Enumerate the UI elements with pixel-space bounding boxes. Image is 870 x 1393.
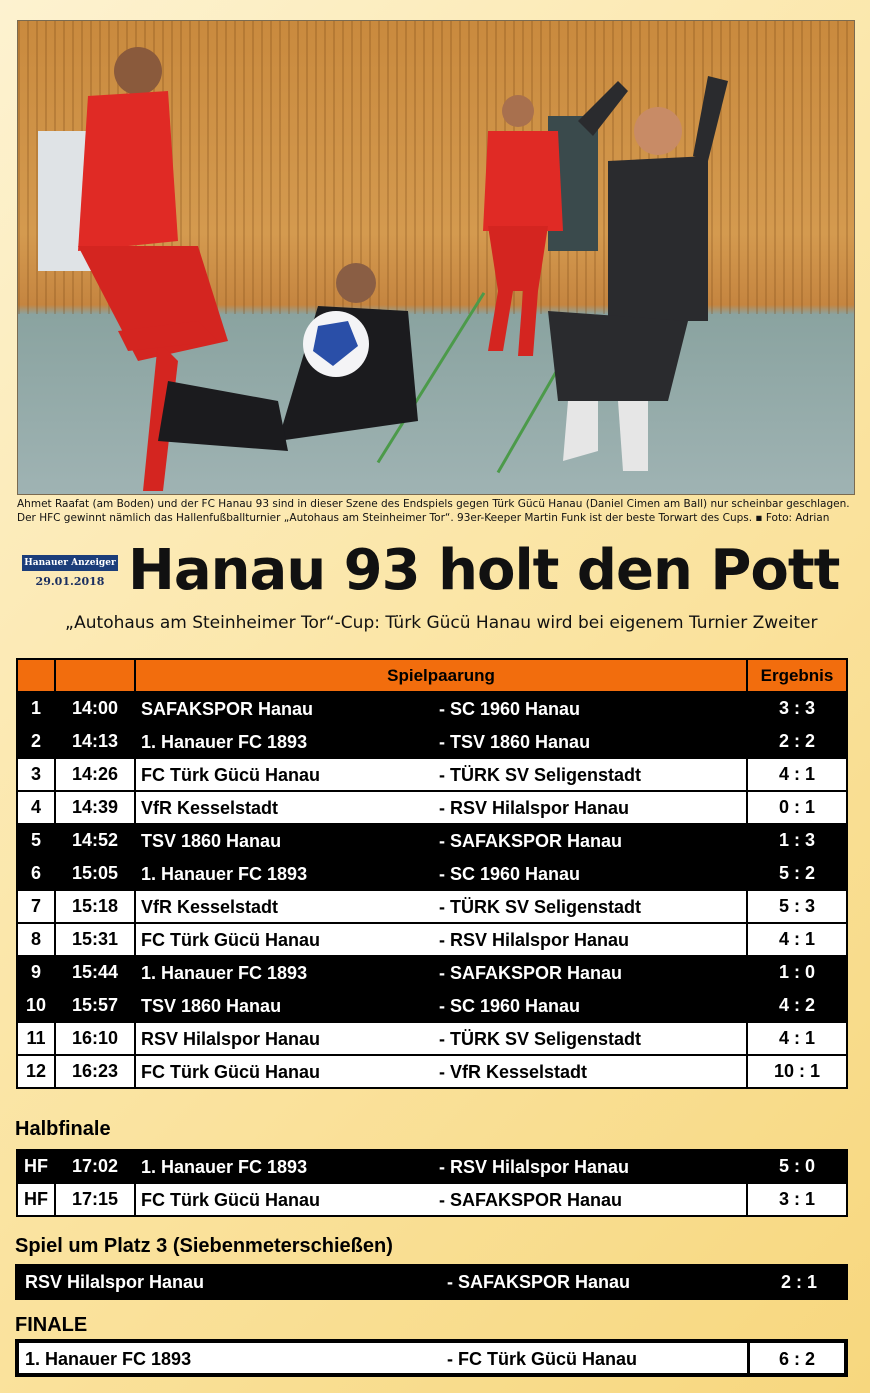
match-result: 2 : 1 — [780, 1272, 818, 1292]
away-team: - SAFAKSPOR Hanau — [447, 1272, 631, 1292]
away-team: - RSV Hilalspor Hanau — [439, 798, 630, 818]
table-row — [17, 1183, 847, 1216]
header-nr — [17, 659, 55, 692]
match-time: 16:23 — [55, 1055, 135, 1088]
match-nr: 5 — [17, 824, 55, 857]
home-team: FC Türk Gücü Hanau — [141, 1062, 321, 1082]
match-nr: 11 — [17, 1022, 55, 1055]
match-nr: 8 — [17, 923, 55, 956]
home-team: 1. Hanauer FC 1893 — [141, 963, 308, 983]
table-row — [17, 923, 847, 956]
match-result: 4 : 1 — [747, 758, 847, 791]
match-nr: 10 — [17, 989, 55, 1022]
home-team: FC Türk Gücü Hanau — [141, 765, 321, 785]
home-team: FC Türk Gücü Hanau — [141, 1190, 321, 1210]
match-time: 14:00 — [55, 692, 135, 725]
match-time: 15:31 — [55, 923, 135, 956]
home-team: TSV 1860 Hanau — [141, 831, 282, 851]
away-team: - SC 1960 Hanau — [439, 864, 581, 884]
home-team: TSV 1860 Hanau — [141, 996, 282, 1016]
match-result: 10 : 1 — [747, 1055, 847, 1088]
match-nr: 4 — [17, 791, 55, 824]
match-result: 0 : 1 — [747, 791, 847, 824]
match-nr: HF — [17, 1150, 55, 1183]
table-header — [17, 659, 847, 692]
semifinal-table — [16, 1149, 848, 1217]
away-team: - TÜRK SV Seligenstadt — [439, 1029, 642, 1049]
table-row — [17, 989, 847, 1022]
table-row — [17, 1055, 847, 1088]
match-nr: 1 — [17, 692, 55, 725]
third-place-title: Spiel um Platz 3 (Siebenmeterschießen) — [15, 1235, 393, 1257]
third-place-row — [15, 1264, 848, 1300]
home-team: RSV Hilalspor Hanau — [25, 1272, 205, 1292]
match-photo — [17, 20, 855, 495]
match-result: 4 : 1 — [747, 1022, 847, 1055]
newspaper-date: 29.01.2018 — [35, 575, 105, 588]
away-team: - TÜRK SV Seligenstadt — [439, 897, 642, 917]
match-nr: 12 — [17, 1055, 55, 1088]
away-team: - VfR Kesselstadt — [439, 1062, 588, 1082]
match-time: 14:52 — [55, 824, 135, 857]
home-team: VfR Kesselstadt — [141, 897, 279, 917]
match-time: 16:10 — [55, 1022, 135, 1055]
home-team: RSV Hilalspor Hanau — [141, 1029, 321, 1049]
away-team: - SAFAKSPOR Hanau — [439, 963, 623, 983]
subheadline: „Autohaus am Steinheimer Tor“-Cup: Türk Gücü Hanau wird bei eigenem Turnier Zweiter — [65, 613, 818, 633]
header-result: Ergebnis — [747, 659, 847, 692]
final-title: FINALE — [15, 1314, 88, 1336]
newspaper-logo: Hanauer Anzeiger — [22, 555, 118, 571]
match-nr: 7 — [17, 890, 55, 923]
match-time: 15:18 — [55, 890, 135, 923]
match-time: 14:39 — [55, 791, 135, 824]
away-team: - SAFAKSPOR Hanau — [439, 831, 623, 851]
home-team: 1. Hanauer FC 1893 — [141, 1157, 308, 1177]
match-result: 3 : 3 — [747, 692, 847, 725]
home-team: FC Türk Gücü Hanau — [141, 930, 321, 950]
table-row — [17, 956, 847, 989]
match-time: 17:15 — [55, 1183, 135, 1216]
away-team: - TSV 1860 Hanau — [439, 732, 591, 752]
table-row — [17, 1150, 847, 1183]
match-nr: 6 — [17, 857, 55, 890]
away-team: - RSV Hilalspor Hanau — [439, 1157, 630, 1177]
table-row — [17, 890, 847, 923]
match-nr: 2 — [17, 725, 55, 758]
header-time — [55, 659, 135, 692]
headline: Hanau 93 holt den Pott — [128, 538, 840, 603]
table-row — [17, 725, 847, 758]
home-team: 1. Hanauer FC 1893 — [25, 1349, 192, 1369]
match-time: 14:13 — [55, 725, 135, 758]
away-team: - SC 1960 Hanau — [439, 699, 581, 719]
away-team: - FC Türk Gücü Hanau — [447, 1349, 638, 1369]
match-result: 5 : 2 — [747, 857, 847, 890]
photo-caption: Ahmet Raafat (am Boden) und der FC Hanau 93 sind in dieser Szene des Endspiels gegen Türk Gücü Hanau (Daniel Cimen am Ball) nur scheinbar geschlagen. Der HFC gewinnt nämlich das Hallenfußballturnier „Autohaus am Steinheimer Tor“. 93er-Keeper Martin Funk ist der beste Torwart des Cups. ▪ Foto: Adrian — [17, 498, 850, 524]
table-row — [17, 857, 847, 890]
final-row — [15, 1339, 848, 1377]
match-result: 4 : 2 — [747, 989, 847, 1022]
match-result: 4 : 1 — [747, 923, 847, 956]
home-team: 1. Hanauer FC 1893 — [141, 864, 308, 884]
away-team: - RSV Hilalspor Hanau — [439, 930, 630, 950]
home-team: SAFAKSPOR Hanau — [141, 699, 314, 719]
home-team: VfR Kesselstadt — [141, 798, 279, 818]
match-nr: 9 — [17, 956, 55, 989]
table-row — [17, 1022, 847, 1055]
match-result: 2 : 2 — [747, 725, 847, 758]
match-time: 15:57 — [55, 989, 135, 1022]
match-result: 5 : 3 — [747, 890, 847, 923]
match-result: 1 : 3 — [747, 824, 847, 857]
match-result: 6 : 2 — [778, 1349, 816, 1369]
header-pairing: Spielpaarung — [135, 659, 747, 692]
table-row — [17, 791, 847, 824]
match-time: 15:44 — [55, 956, 135, 989]
match-time: 14:26 — [55, 758, 135, 791]
home-team: 1. Hanauer FC 1893 — [141, 732, 308, 752]
semifinal-title: Halbfinale — [15, 1118, 111, 1140]
table-row — [17, 692, 847, 725]
match-result: 1 : 0 — [747, 956, 847, 989]
match-nr: 3 — [17, 758, 55, 791]
table-row — [17, 824, 847, 857]
match-result: 3 : 1 — [747, 1183, 847, 1216]
results-table — [16, 658, 848, 1089]
match-time: 15:05 — [55, 857, 135, 890]
table-row — [17, 758, 847, 791]
match-time: 17:02 — [55, 1150, 135, 1183]
match-result: 5 : 0 — [747, 1150, 847, 1183]
away-team: - TÜRK SV Seligenstadt — [439, 765, 642, 785]
match-nr: HF — [17, 1183, 55, 1216]
away-team: - SAFAKSPOR Hanau — [439, 1190, 623, 1210]
away-team: - SC 1960 Hanau — [439, 996, 581, 1016]
